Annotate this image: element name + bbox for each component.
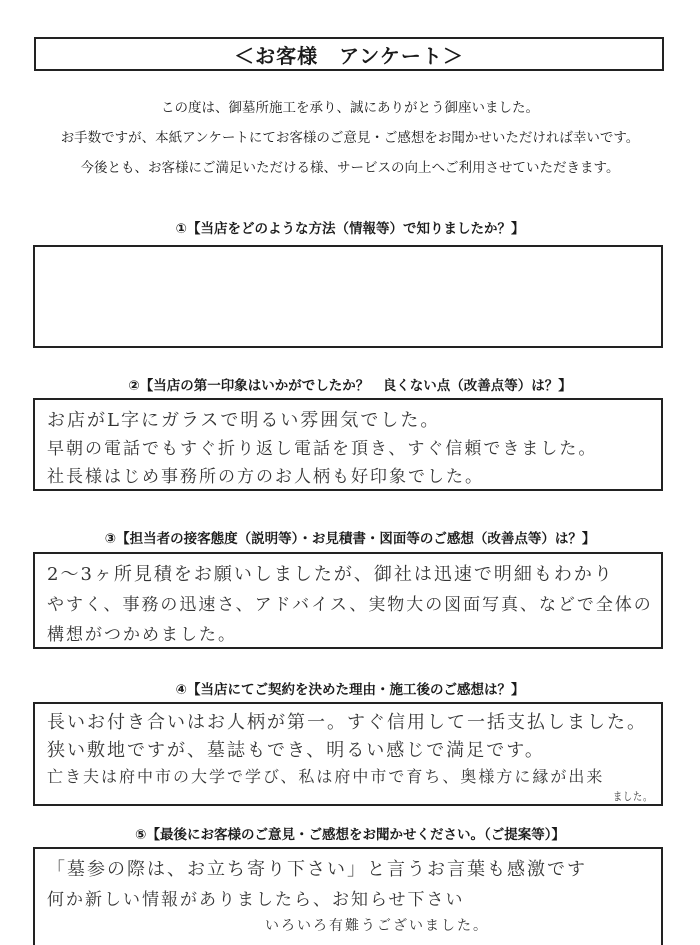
- answer-2-line-1: お店がL字にガラスで明るい雰囲気でした。: [47, 410, 441, 431]
- question-1-label: ①【当店をどのような方法（情報等）で知りましたか？】: [175, 221, 525, 237]
- question-4-answer-box[interactable]: [33, 702, 663, 806]
- question-4-label: ④【当店にてご契約を決めた理由・施工後のご感想は？】: [175, 682, 525, 698]
- answer-4-line-2: 狭い敷地ですが、墓誌もでき、明るい感じで満足です。: [47, 740, 545, 761]
- answer-4-line-1: 長いお付き合いはお人柄が第一。すぐ信用して一括支払しました。: [47, 712, 647, 733]
- answer-5-line-2: 何か新しい情報がありましたら、お知らせ下さい: [47, 890, 465, 910]
- intro-line-1: この度は、御墓所施工を承り、誠にありがとう御座いました。: [161, 100, 539, 116]
- answer-4-line-4: ました。: [613, 790, 653, 803]
- answer-2-line-3: 社長様はじめ事務所の方のお人柄も好印象でした。: [47, 467, 484, 487]
- question-3-answer-box[interactable]: [33, 552, 663, 649]
- question-2-answer-box[interactable]: [33, 398, 663, 491]
- question-5-label: ⑤【最後にお客様のご意見・ご感想をお聞かせください。（ご提案等）】: [135, 827, 565, 843]
- answer-4-line-3: 亡き夫は府中市の大学で学び、私は府中市で育ち、奥様方に縁が出来: [47, 767, 605, 786]
- question-3-label: ③【担当者の接客態度（説明等）・お見積書・図面等のご感想（改善点等）は？】: [104, 531, 596, 547]
- answer-5-line-3: いろいろ有難うございました。: [265, 918, 489, 934]
- answer-3-line-2: やすく、事務の迅速さ、アドバイス、実物大の図面写真、などで全体の: [47, 595, 653, 615]
- intro-line-3: 今後とも、お客様にご満足いただける様、サービスの向上へご利用させていただきます。: [80, 160, 620, 176]
- answer-3-line-3: 構想がつかめました。: [47, 625, 237, 645]
- question-1-answer-box[interactable]: [33, 245, 663, 348]
- answer-5-line-1: 「墓参の際は、お立ち寄り下さい」と言うお言葉も感激です: [47, 859, 587, 880]
- question-5-answer-box[interactable]: [33, 847, 663, 945]
- answer-3-line-1: 2〜3ヶ所見積をお願いしましたが、御社は迅速で明細もわかり: [47, 564, 614, 585]
- question-2-label: ②【当店の第一印象はいかがでしたか？ 良くない点（改善点等）は？】: [128, 378, 572, 394]
- survey-title: ＜お客様 アンケート＞: [34, 37, 664, 71]
- answer-2-line-2: 早朝の電話でもすぐ折り返し電話を頂き、すぐ信頼できました。: [47, 439, 598, 459]
- intro-line-2: お手数ですが、本紙アンケートにてお客様のご意見・ご感想をお聞かせいただければ幸いです。: [60, 130, 640, 146]
